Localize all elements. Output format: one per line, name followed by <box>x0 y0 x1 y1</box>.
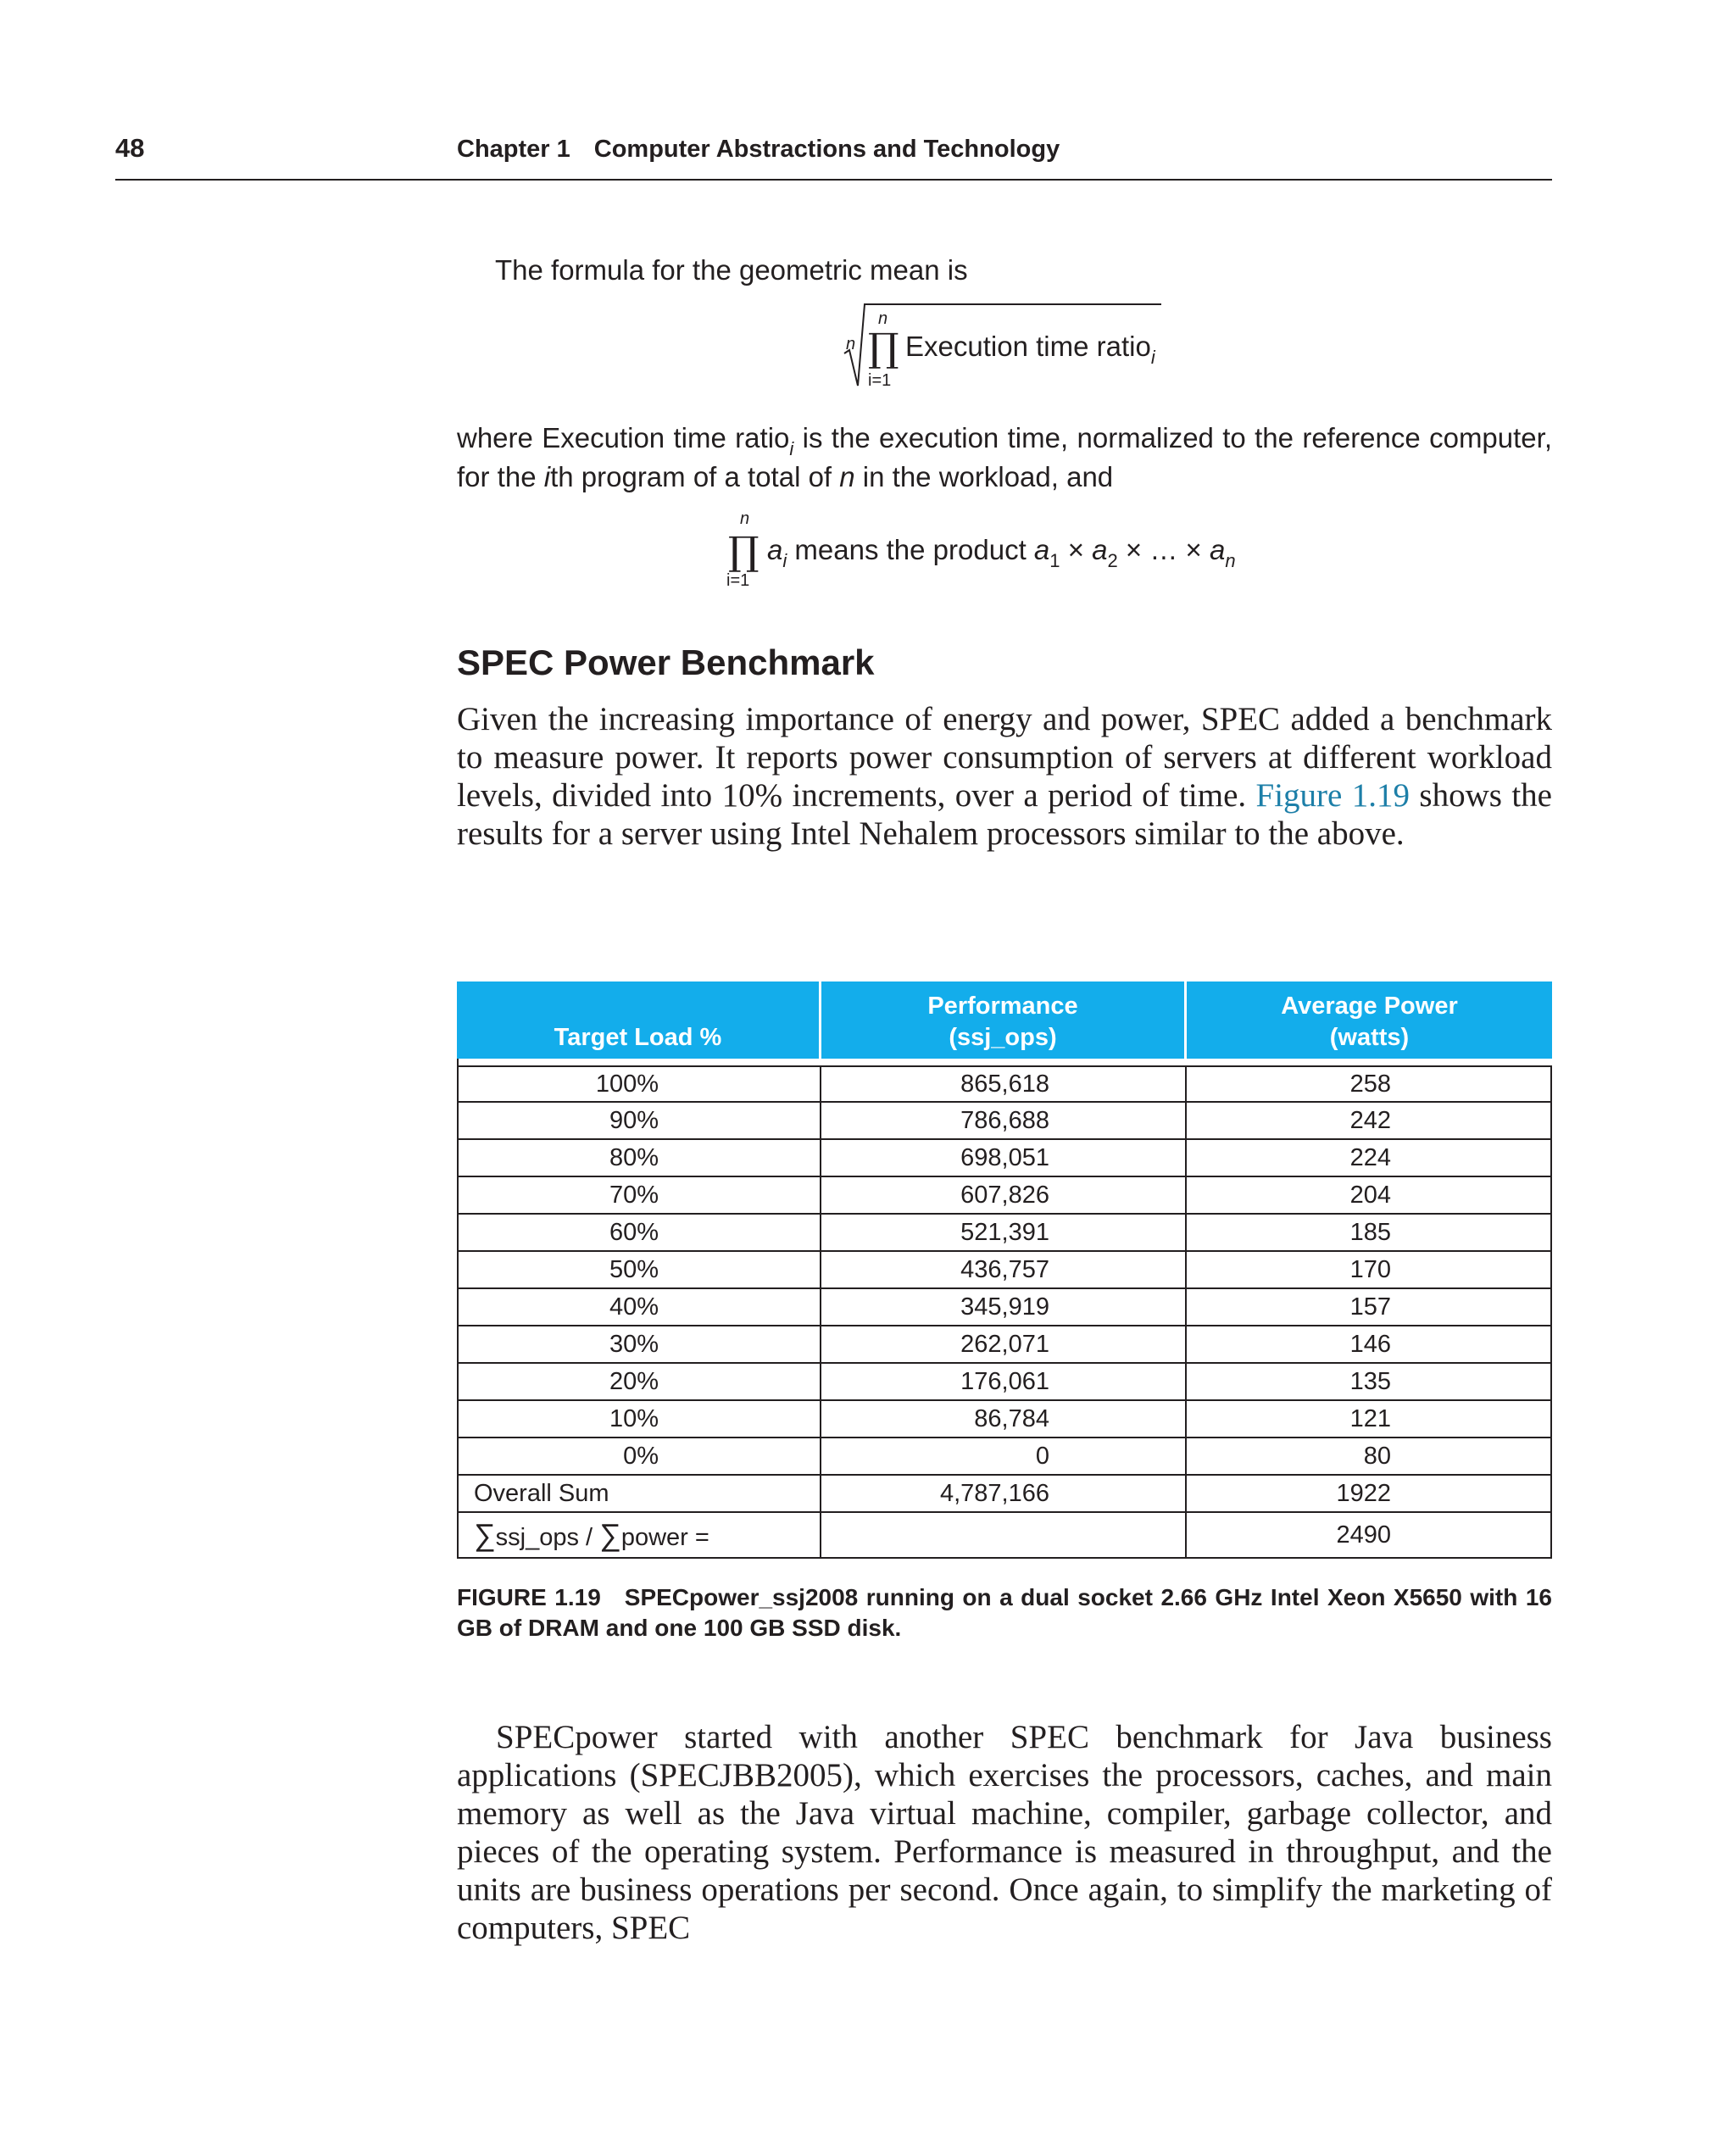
load-cell: 30% <box>457 1326 821 1364</box>
header-performance: Performance (ssj_ops) <box>821 982 1187 1059</box>
spec-power-table <box>457 982 1552 1559</box>
power-cell: 242 <box>1187 1103 1552 1140</box>
table-row <box>457 1215 1552 1252</box>
power-cell: 80 <box>1187 1438 1552 1476</box>
power-cell: 258 <box>1187 1065 1552 1103</box>
table-row <box>457 1438 1552 1476</box>
power-cell: 170 <box>1187 1252 1552 1289</box>
perf-cell: 521,391 <box>821 1215 1187 1252</box>
product-symbol: ∏ <box>728 528 760 574</box>
table-row <box>457 1401 1552 1438</box>
geo-expression: Execution time ratio$_i$ <box>905 331 1155 368</box>
table-row <box>457 1177 1552 1215</box>
power-cell: 121 <box>1187 1401 1552 1438</box>
header-rule <box>115 179 1552 181</box>
header-target-load: Target Load % <box>457 982 821 1059</box>
perf-cell: 176,061 <box>821 1364 1187 1401</box>
power-cell: 135 <box>1187 1364 1552 1401</box>
sum-perf: 4,787,166 <box>821 1476 1187 1513</box>
power-cell: 224 <box>1187 1140 1552 1177</box>
power-cell: 146 <box>1187 1326 1552 1364</box>
load-cell: 100% <box>457 1065 821 1103</box>
root-index: n <box>846 335 856 353</box>
table-row <box>457 1289 1552 1326</box>
perf-cell: 262,071 <box>821 1326 1187 1364</box>
perf-cell: 0 <box>821 1438 1187 1476</box>
load-cell: 50% <box>457 1252 821 1289</box>
sum-power: 1922 <box>1187 1476 1552 1513</box>
perf-cell: 698,051 <box>821 1140 1187 1177</box>
product-symbol: ∏ <box>868 325 899 370</box>
figure-caption <box>457 1582 1552 1643</box>
load-cell: 70% <box>457 1177 821 1215</box>
perf-cell: 865,618 <box>821 1065 1187 1103</box>
sum-label: Overall Sum <box>457 1476 821 1513</box>
table-row <box>457 1103 1552 1140</box>
load-cell: 20% <box>457 1364 821 1401</box>
caption-text: SPECpower_ssj2008 running on a dual socket 2.66 GHz Intel Xeon X5650 with 16 GB of DRAM and one 100 GB SSD disk. <box>457 1584 1552 1641</box>
geometric-mean-formula <box>839 301 1170 394</box>
page-number: 48 <box>115 133 145 163</box>
ratio-perf <box>821 1513 1187 1559</box>
body-paragraph-1: Given the increasing importance of energy and power, SPEC added a benchmark to measure power. It reports power consumption of servers at different workload levels, divided into 10% increments, over a period of time. Figure 1.19 shows the results for a server using Intel Nehalem processors similar to the above. <box>457 701 1552 852</box>
load-cell: 80% <box>457 1140 821 1177</box>
running-head <box>457 136 1060 164</box>
perf-cell: 345,919 <box>821 1289 1187 1326</box>
product-upper-limit: n <box>740 509 750 528</box>
header-average-power: Average Power (watts) <box>1187 982 1552 1059</box>
product-lower-limit: i=1 <box>726 571 750 590</box>
table-row <box>457 1364 1552 1401</box>
body-paragraph-2: SPECpower started with another SPEC benchmark for Java business applications (SPECJBB2005), which exercises the processors, caches, and main memory as well as the Java virtual machine, compiler, garbage collector, and pieces of the operating system. Performance is measured in throughput, and the units are business operations per second. Once again, to simplify the marketing of computers, SPEC <box>457 1719 1552 1946</box>
section-heading: SPEC Power Benchmark <box>457 642 875 682</box>
load-cell: 60% <box>457 1215 821 1252</box>
ratio-value: 2490 <box>1187 1513 1552 1559</box>
power-cell: 185 <box>1187 1215 1552 1252</box>
load-cell: 40% <box>457 1289 821 1326</box>
product-upper-limit: n <box>878 309 888 328</box>
table-row <box>457 1252 1552 1289</box>
load-cell: 90% <box>457 1103 821 1140</box>
chapter-label: Chapter 1 <box>457 136 570 163</box>
load-cell: 0% <box>457 1438 821 1476</box>
formula-intro: The formula for the geometric mean is <box>495 254 968 286</box>
power-cell: 157 <box>1187 1289 1552 1326</box>
chapter-title: Computer Abstractions and Technology <box>593 136 1060 163</box>
ratio-label: ∑ssj_ops / ∑power = <box>457 1513 821 1559</box>
product-lower-limit: i=1 <box>868 371 892 390</box>
perf-cell: 786,688 <box>821 1103 1187 1140</box>
perf-cell: 607,826 <box>821 1177 1187 1215</box>
figure-link[interactable]: Figure 1.19 <box>1255 777 1410 814</box>
table-row <box>457 1326 1552 1364</box>
product-expression: $a_i$ means the product $a_1 \times a_2$ × … × $a_n$ <box>767 534 1236 571</box>
table-sum-row <box>457 1476 1552 1513</box>
product-definition-formula <box>725 507 1301 600</box>
figure-number: FIGURE 1.19 <box>457 1584 601 1610</box>
formula-explanation: where Execution time ratio$_i$ is the execution time, normalized to the reference computer, for the ith program of a total of n in the workload, and <box>457 422 1552 492</box>
perf-cell: 436,757 <box>821 1252 1187 1289</box>
table-row <box>457 1065 1552 1103</box>
table-header-row <box>457 982 1552 1059</box>
load-cell: 10% <box>457 1401 821 1438</box>
table-row <box>457 1140 1552 1177</box>
perf-cell: 86,784 <box>821 1401 1187 1438</box>
power-cell: 204 <box>1187 1177 1552 1215</box>
table-ratio-row <box>457 1513 1552 1559</box>
